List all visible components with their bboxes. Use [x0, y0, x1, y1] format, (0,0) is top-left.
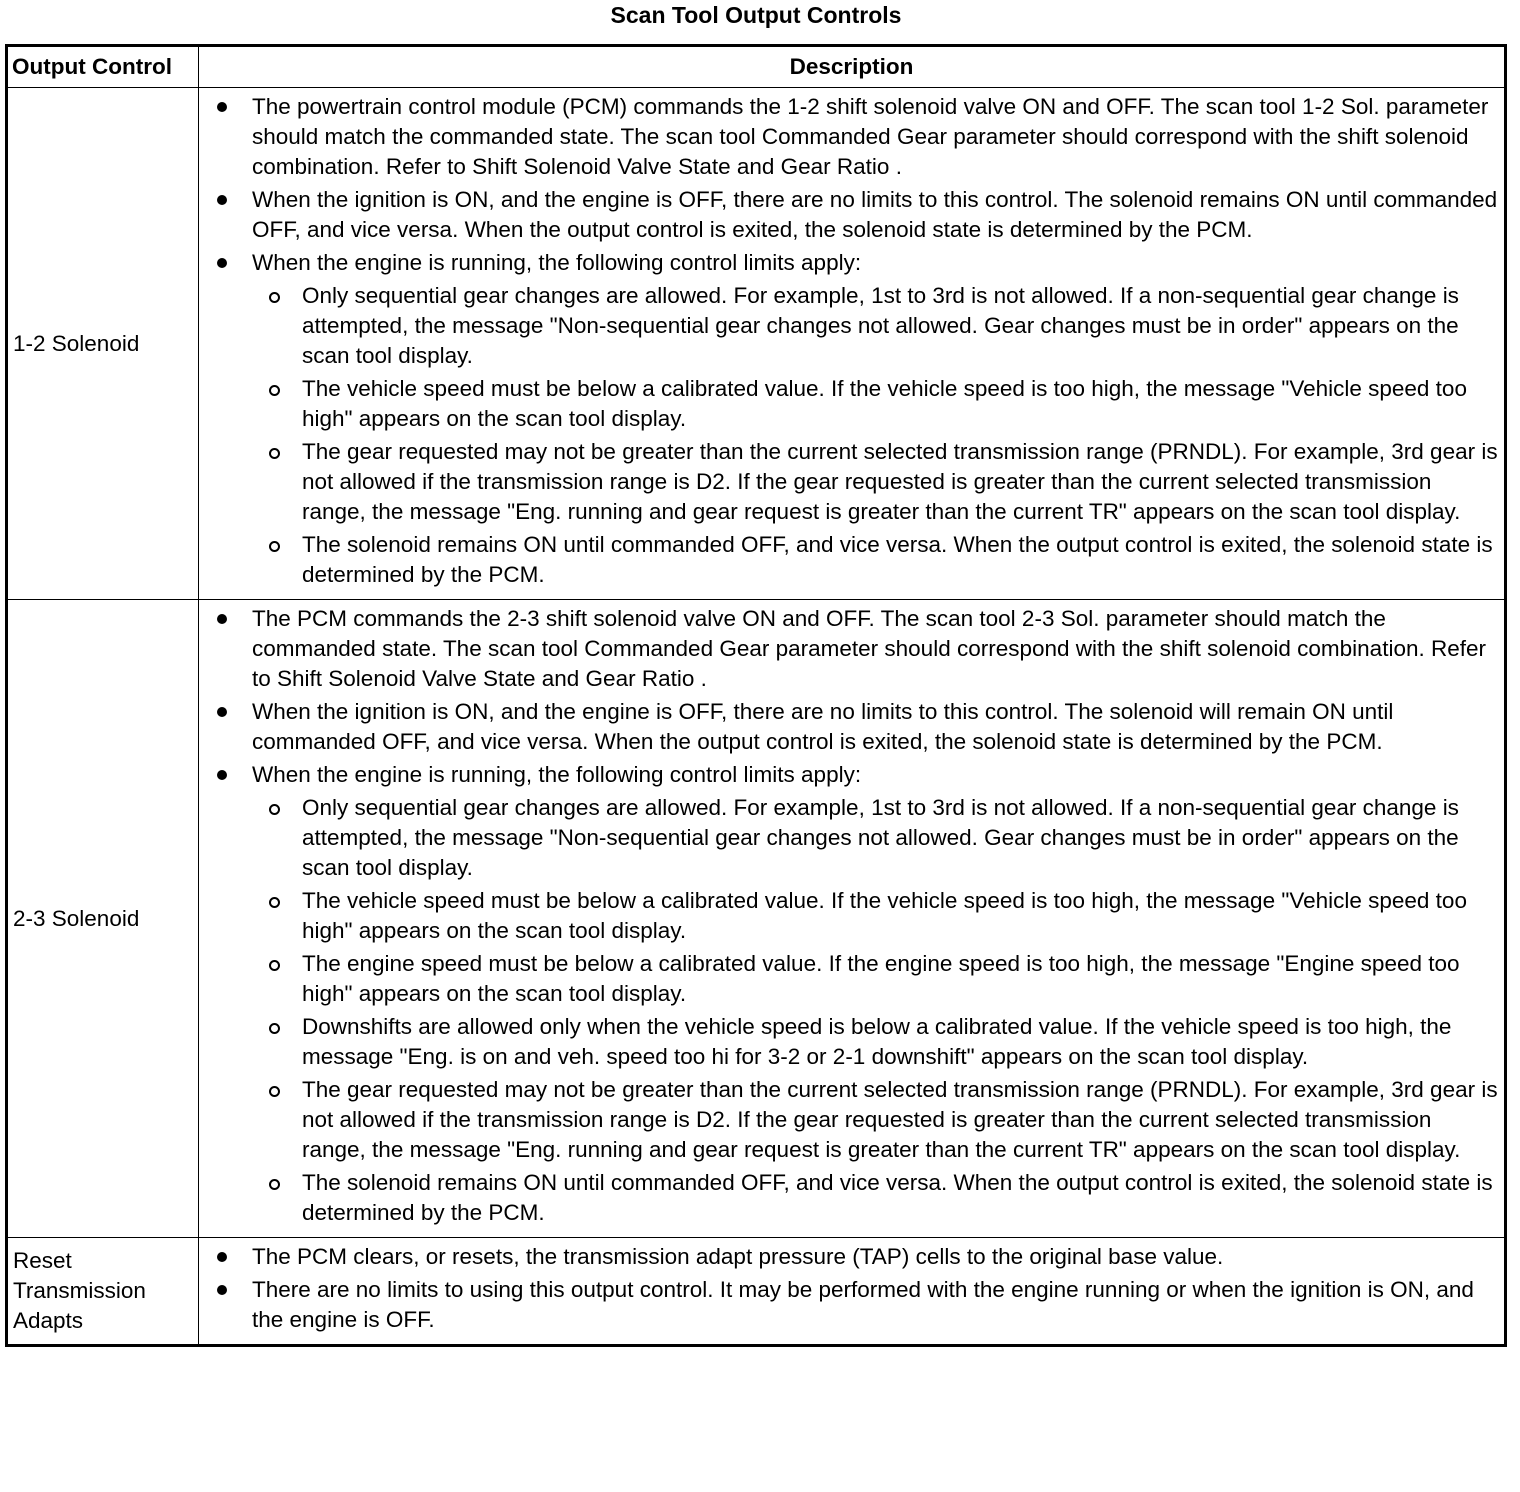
sub-bullet-item: The vehicle speed must be below a calibrated value. If the vehicle speed is too high, the message "Vehicle speed too high" appears on the scan tool display.: [252, 886, 1500, 946]
bullet-list: [209, 1242, 1500, 1335]
description-cell: [199, 600, 1506, 1238]
sub-bullet-item: The solenoid remains ON until commanded OFF, and vice versa. When the output control is exited, the solenoid state is determined by the PCM.: [252, 1168, 1500, 1228]
table-row: [7, 88, 1506, 600]
sub-bullet-item: Only sequential gear changes are allowed. For example, 1st to 3rd is not allowed. If a non-sequential gear change is attempted, the message "Non-sequential gear changes not allowed. Gear changes must be in order" appears on the scan tool display.: [252, 793, 1500, 883]
bullet-text: When the engine is running, the following control limits apply:: [252, 762, 862, 787]
output-control-name: 2-3 Solenoid: [7, 600, 199, 1238]
sub-bullet-item: Downshifts are allowed only when the vehicle speed is below a calibrated value. If the vehicle speed is too high, the message "Eng. is on and veh. speed too hi for 3-2 or 2-1 downshift" appears on the scan tool display.: [252, 1012, 1500, 1072]
sub-bullet-item: The gear requested may not be greater than the current selected transmission range (PRNDL). For example, 3rd gear is not allowed if the transmission range is D2. If the gear requested is greater than the current selected transmission range, the message "Eng. running and gear request is greater than the current TR" appears on the scan tool display.: [252, 437, 1500, 527]
output-controls-table: [5, 44, 1507, 1347]
bullet-list: [209, 92, 1500, 590]
bullet-item: There are no limits to using this output control. It may be performed with the engine running or when the ignition is ON, and the engine is OFF.: [209, 1275, 1500, 1335]
output-control-name: 1-2 Solenoid: [7, 88, 199, 600]
description-cell: [199, 1238, 1506, 1346]
table-row: [7, 600, 1506, 1238]
table-row: [7, 1238, 1506, 1346]
sub-bullet-list: [252, 793, 1500, 1228]
sub-bullet-item: Only sequential gear changes are allowed. For example, 1st to 3rd is not allowed. If a non-sequential gear change is attempted, the message "Non-sequential gear changes not allowed. Gear changes must be in order" appears on the scan tool display.: [252, 281, 1500, 371]
description-cell: [199, 88, 1506, 600]
page-title: Scan Tool Output Controls: [610, 2, 902, 28]
sub-bullet-list: [252, 281, 1500, 590]
sub-bullet-item: The solenoid remains ON until commanded OFF, and vice versa. When the output control is exited, the solenoid state is determined by the PCM.: [252, 530, 1500, 590]
header-row: [7, 46, 1506, 88]
bullet-item: The PCM clears, or resets, the transmission adapt pressure (TAP) cells to the original base value.: [209, 1242, 1500, 1272]
bullet-list: [209, 604, 1500, 1228]
column-header-output-control: Output Control: [7, 46, 199, 88]
sub-bullet-item: The vehicle speed must be below a calibrated value. If the vehicle speed is too high, the message "Vehicle speed too high" appears on the scan tool display.: [252, 374, 1500, 434]
bullet-text: When the engine is running, the following control limits apply:: [252, 250, 862, 275]
sub-bullet-item: The gear requested may not be greater than the current selected transmission range (PRNDL). For example, 3rd gear is not allowed if the transmission range is D2. If the gear requested is greater than the current selected transmission range, the message "Eng. running and gear request is greater than the current TR" appears on the scan tool display.: [252, 1075, 1500, 1165]
sub-bullet-item: The engine speed must be below a calibrated value. If the engine speed is too high, the message "Engine speed too high" appears on the scan tool display.: [252, 949, 1500, 1009]
bullet-item: The PCM commands the 2-3 shift solenoid valve ON and OFF. The scan tool 2-3 Sol. parameter should match the commanded state. The scan tool Commanded Gear parameter should correspond with the shift solenoid combination. Refer to Shift Solenoid Valve State and Gear Ratio .: [209, 604, 1500, 694]
bullet-item: [209, 760, 1500, 1228]
bullet-item: The powertrain control module (PCM) commands the 1-2 shift solenoid valve ON and OFF. The scan tool 1-2 Sol. parameter should match the commanded state. The scan tool Commanded Gear parameter should correspond with the shift solenoid combination. Refer to Shift Solenoid Valve State and Gear Ratio .: [209, 92, 1500, 182]
bullet-item: [209, 248, 1500, 590]
bullet-item: When the ignition is ON, and the engine is OFF, there are no limits to this control. The solenoid will remain ON until commanded OFF, and vice versa. When the output control is exited, the solenoid state is determined by the PCM.: [209, 697, 1500, 757]
bullet-item: When the ignition is ON, and the engine is OFF, there are no limits to this control. The solenoid remains ON until commanded OFF, and vice versa. When the output control is exited, the solenoid state is determined by the PCM.: [209, 185, 1500, 245]
column-header-description: Description: [199, 46, 1506, 88]
output-control-name: Reset Transmission Adapts: [7, 1238, 199, 1346]
